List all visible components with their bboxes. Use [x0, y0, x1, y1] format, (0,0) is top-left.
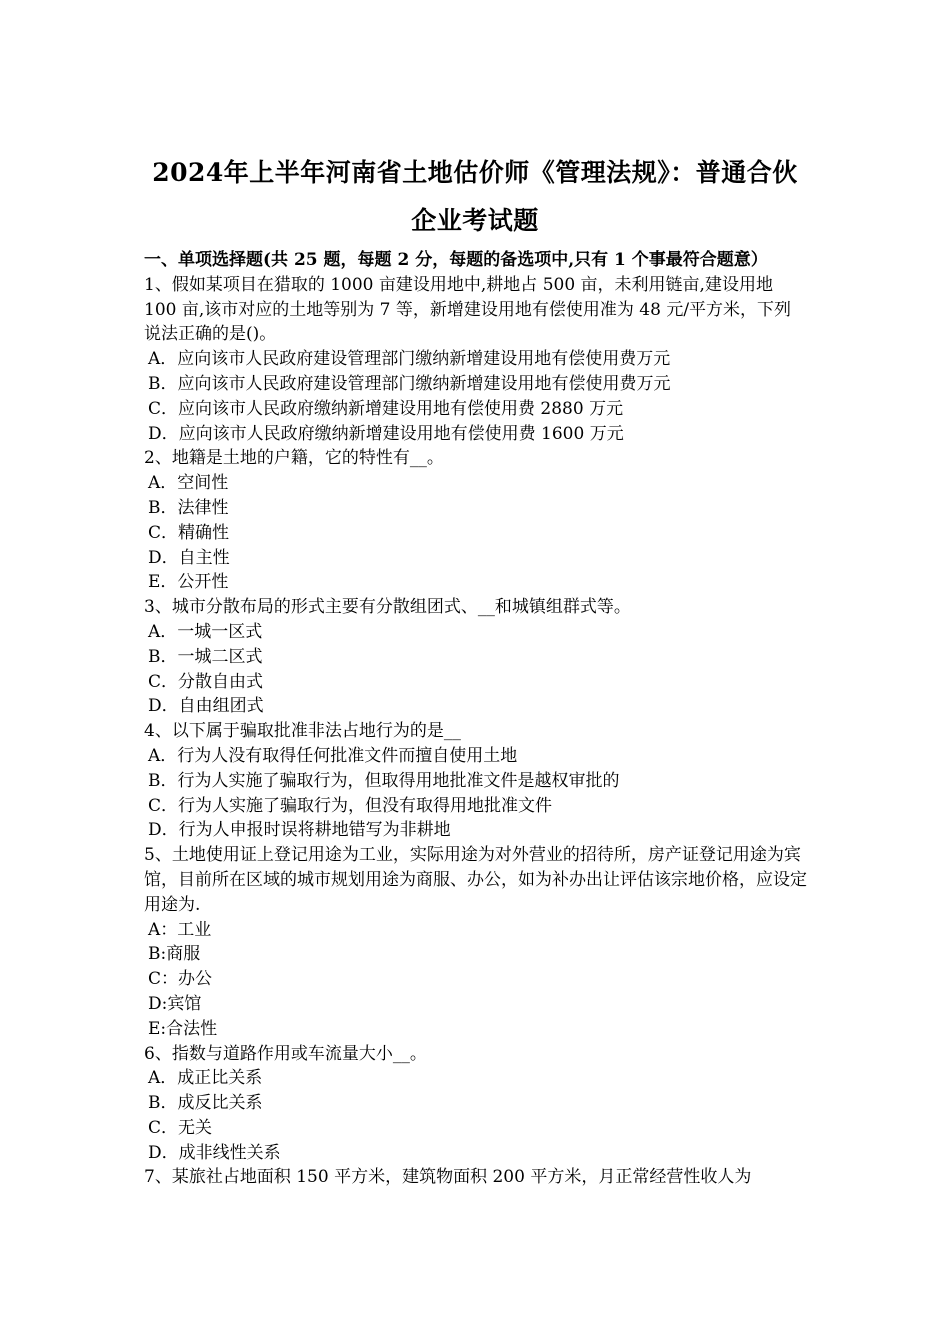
- document-body: [144, 248, 808, 1190]
- option-d: D:宾馆: [148, 993, 202, 1014]
- option-a: A：工业: [148, 919, 212, 940]
- option-c: C．无关: [148, 1117, 213, 1138]
- question-7: [144, 1165, 808, 1190]
- option-d: D．成非线性关系: [148, 1142, 281, 1163]
- question-1: [144, 273, 808, 447]
- option-b: B．成反比关系: [148, 1093, 263, 1114]
- option-a: A．一城一区式: [148, 621, 263, 642]
- question-4: [144, 719, 808, 843]
- question-5: [144, 843, 808, 1041]
- option-d: D．自主性: [148, 547, 230, 568]
- option-d: D．行为人申报时误将耕地错写为非耕地: [148, 820, 451, 841]
- section-heading: 一、单项选择题(共 25 题，每题 2 分，每题的备选项中,只有 1 个事最符合题意）: [144, 250, 768, 270]
- question-stem: 2、地籍是土地的户籍，它的特性有__。: [144, 448, 444, 469]
- option-a: A．空间性: [148, 473, 229, 494]
- question-6: [144, 1042, 808, 1166]
- option-a: A．成正比关系: [148, 1068, 263, 1089]
- option-c: C．应向该市人民政府缴纳新增建设用地有偿使用费 2880 万元: [148, 398, 624, 419]
- option-b: B:商服: [148, 944, 201, 965]
- question-3: [144, 595, 808, 719]
- question-stem: 6、指数与道路作用或车流量大小__。: [144, 1043, 427, 1064]
- option-c: C．精确性: [148, 522, 230, 543]
- question-stem: 1、假如某项目在猎取的 1000 亩建设用地中,耕地占 500 亩，未利用链亩,建设用地 100 亩,该市对应的土地等别为 7 等，新增建设用地有偿使用准为 48 元/平方米，下列说法正确的是()。: [144, 274, 792, 345]
- option-e: E:合法性: [148, 1018, 218, 1039]
- question-stem: 7、某旅社占地面积 150 平方米，建筑物面积 200 平方米，月正常经营性收人为: [144, 1167, 752, 1188]
- option-a: A．应向该市人民政府建设管理部门缴纳新增建设用地有偿使用费万元: [148, 349, 671, 370]
- option-c: C．分散自由式: [148, 671, 264, 692]
- option-d: D．应向该市人民政府缴纳新增建设用地有偿使用费 1600 万元: [148, 423, 624, 444]
- option-a: A．行为人没有取得任何批准文件而擅自使用土地: [148, 745, 518, 766]
- option-b: B．法律性: [148, 497, 229, 518]
- option-b: B．一城二区式: [148, 646, 263, 667]
- option-c: C：办公: [148, 969, 213, 990]
- question-stem: 5、土地使用证上登记用途为工业，实际用途为对外营业的招待所，房产证登记用途为宾馆，目前所在区域的城市规划用途为商服、办公，如为补办出让评估该宗地价格，应设定用途为.: [144, 845, 807, 915]
- document-title-line1: 2024年上半年河南省土地估价师《管理法规》：普通合伙: [152, 158, 798, 187]
- option-c: C．行为人实施了骗取行为，但没有取得用地批准文件: [148, 795, 553, 816]
- option-e: E．公开性: [148, 572, 229, 593]
- option-b: B．行为人实施了骗取行为，但取得用地批准文件是越权审批的: [148, 770, 620, 791]
- option-d: D．自由组团式: [148, 696, 264, 717]
- option-b: B．应向该市人民政府建设管理部门缴纳新增建设用地有偿使用费万元: [148, 373, 671, 394]
- question-2: [144, 446, 808, 595]
- question-stem: 4、以下属于骗取批准非法占地行为的是__: [144, 721, 461, 742]
- question-stem: 3、城市分散布局的形式主要有分散组团式、__和城镇组群式等。: [144, 597, 631, 618]
- document-title-line2: 企业考试题: [411, 206, 539, 235]
